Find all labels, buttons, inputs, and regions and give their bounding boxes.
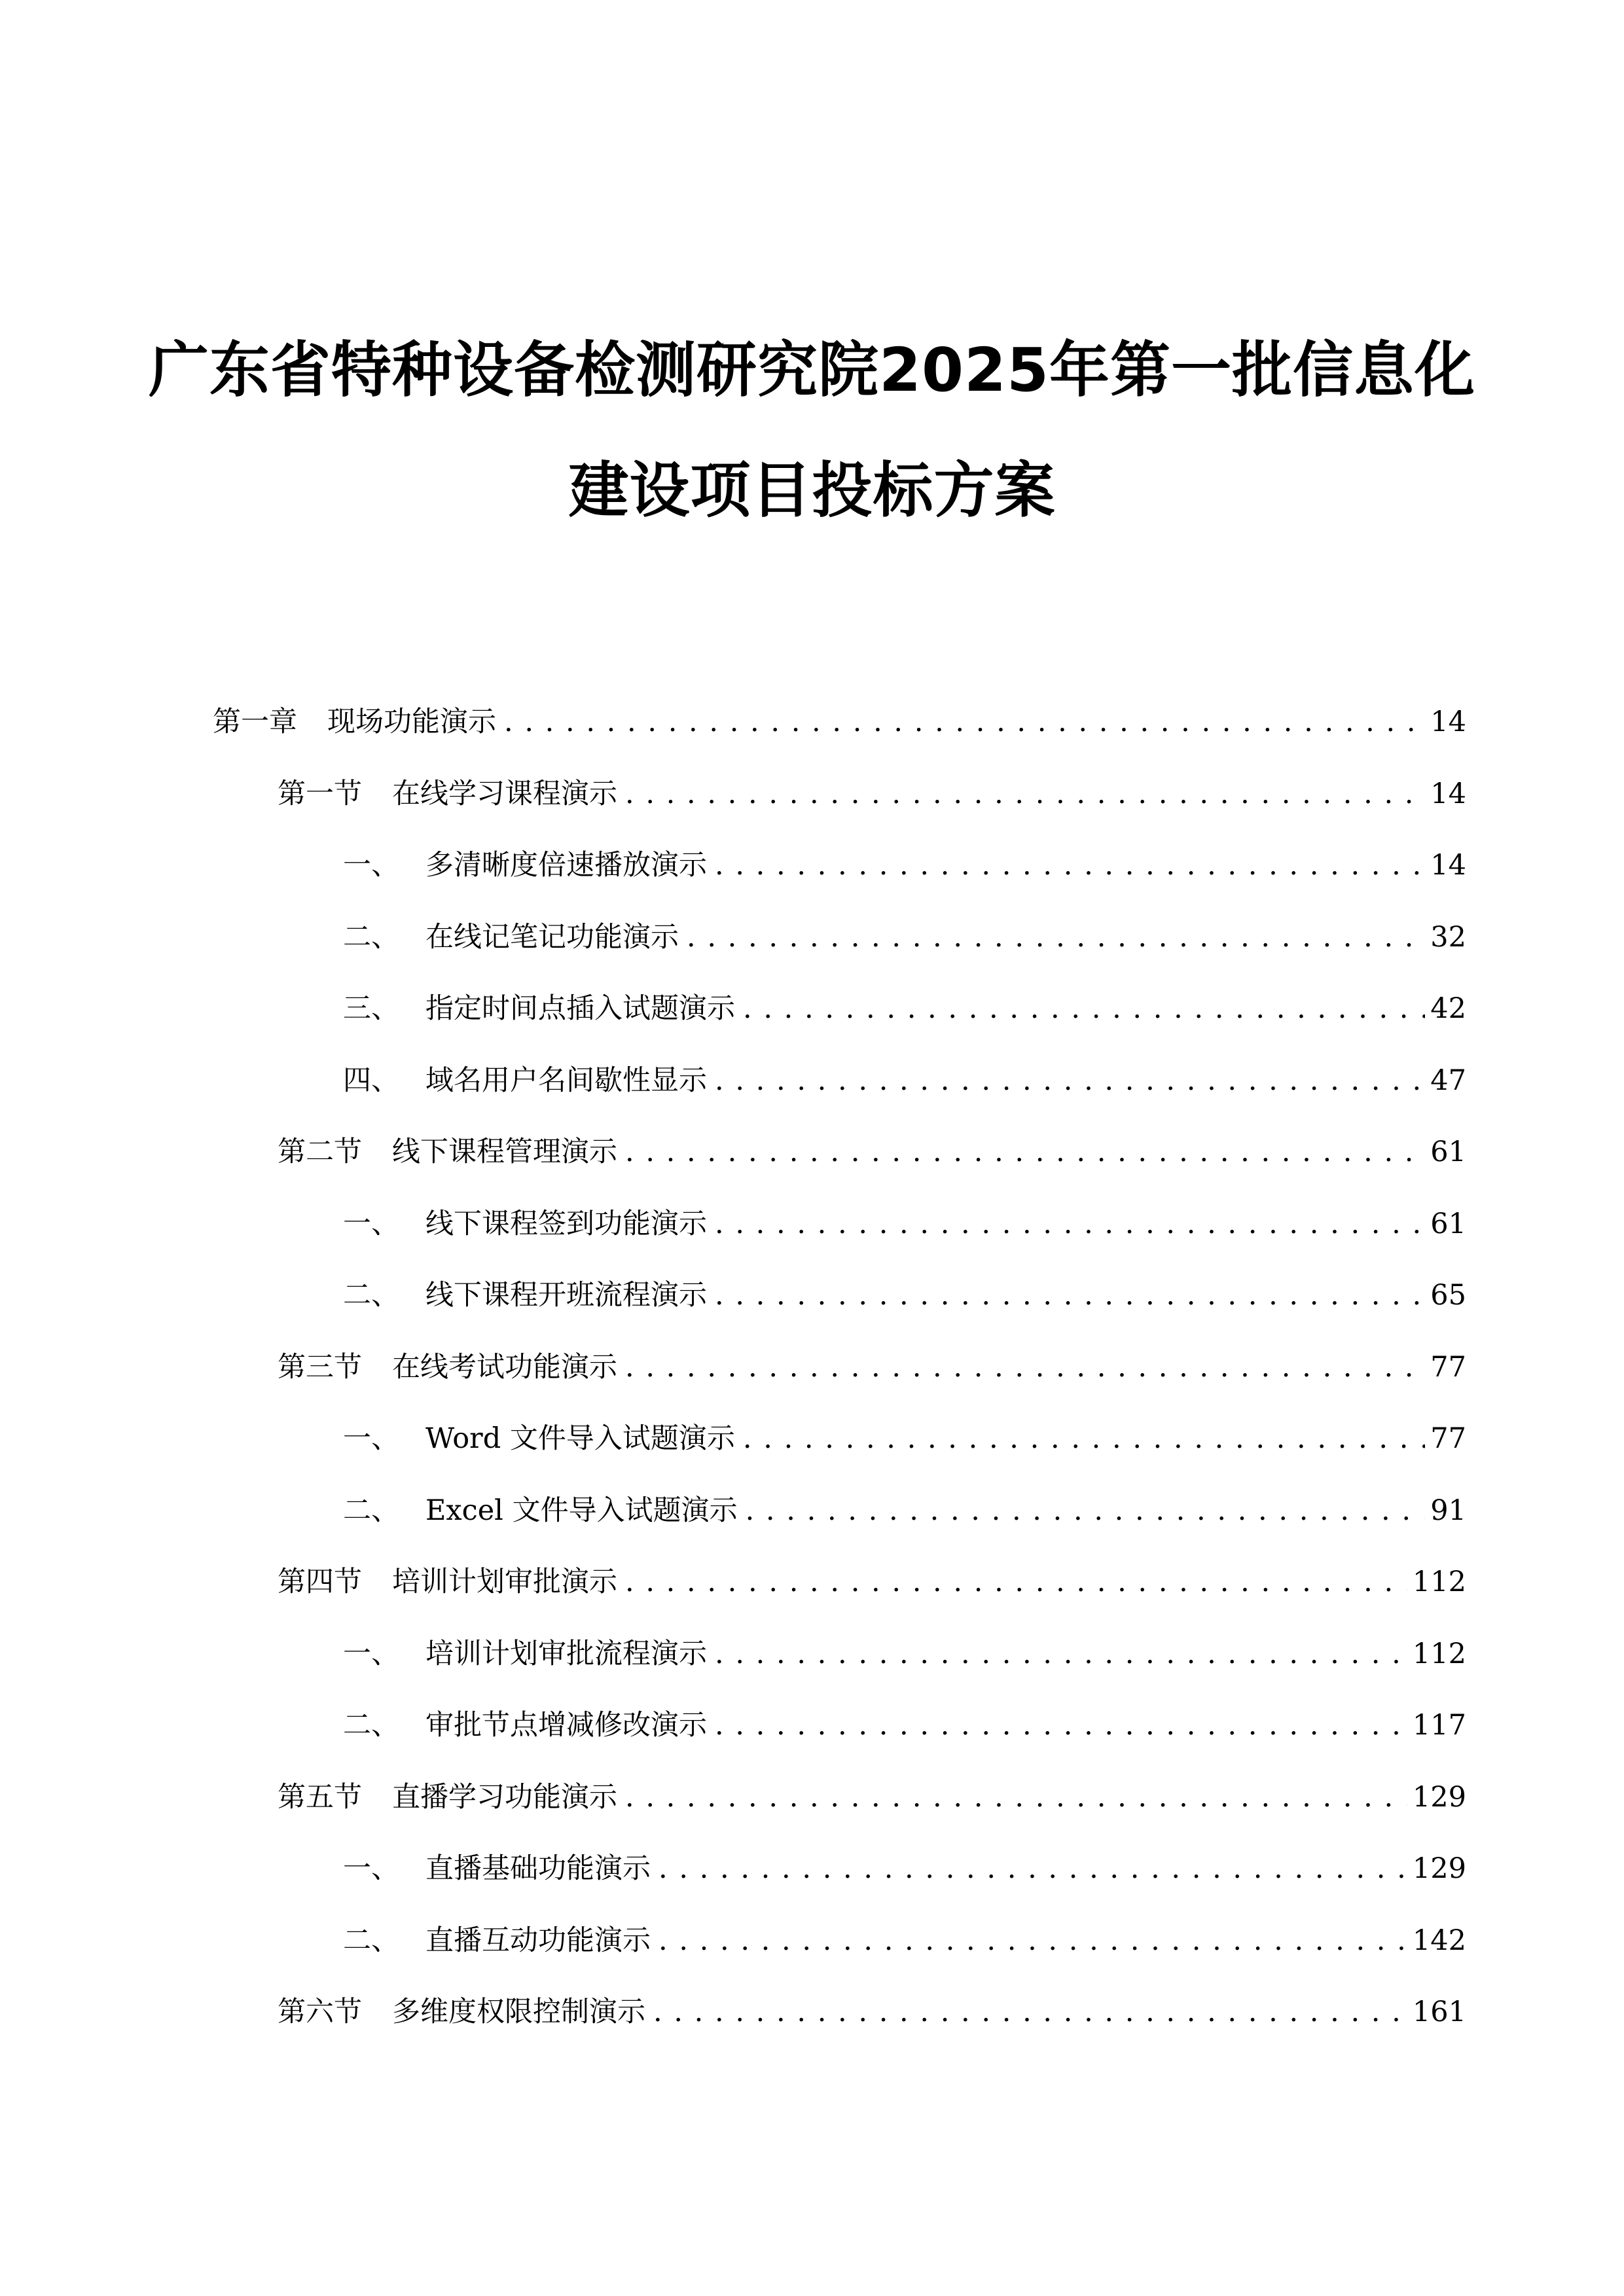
toc-entry-number: 一、	[343, 849, 399, 882]
toc-entry-number: 二、	[343, 1924, 399, 1957]
toc-leader-dots	[659, 1918, 1407, 1964]
toc-entry-number: 第四节	[278, 1566, 362, 1598]
toc-leader-dots	[625, 1344, 1425, 1390]
toc-entry-number: 一、	[343, 1207, 399, 1240]
toc-leader-dots	[715, 842, 1425, 888]
toc-page-number: 14	[1430, 849, 1466, 882]
toc-entry[interactable]	[278, 1989, 1466, 2035]
toc-leader-dots	[625, 1129, 1425, 1175]
toc-page-number: 47	[1430, 1064, 1466, 1097]
toc-page-number: 129	[1412, 1852, 1466, 1885]
toc-page-number: 129	[1412, 1780, 1466, 1814]
toc-entry[interactable]	[343, 914, 1466, 960]
toc-leader-dots	[687, 914, 1425, 960]
toc-leader-dots	[659, 1846, 1407, 1892]
toc-entry-number: 第一节	[278, 777, 362, 810]
toc-entry-number: 二、	[343, 1494, 399, 1527]
toc-entry-title: 多清晰度倍速播放演示	[425, 849, 707, 882]
toc-entry-title: 培训计划审批流程演示	[425, 1637, 707, 1670]
toc-entry-label	[343, 1416, 735, 1462]
toc-entry-title: 在线考试功能演示	[392, 1350, 617, 1384]
toc-entry[interactable]	[278, 1559, 1466, 1605]
toc-leader-dots	[715, 1058, 1425, 1103]
toc-page-number: 117	[1412, 1709, 1466, 1742]
toc-entry[interactable]	[343, 1416, 1466, 1462]
toc-entry-number: 一、	[343, 1422, 399, 1455]
toc-entry[interactable]	[343, 1631, 1466, 1677]
toc-entry-number: 第一章	[213, 706, 297, 738]
toc-page-number: 32	[1430, 920, 1466, 954]
toc-entry[interactable]	[278, 771, 1466, 817]
toc-page-number: 112	[1412, 1566, 1466, 1598]
toc-entry-label	[278, 1989, 645, 2035]
toc-entry-title: 多维度权限控制演示	[392, 1996, 645, 2028]
toc-entry-number: 三、	[343, 992, 399, 1025]
toc-entry[interactable]	[343, 1918, 1466, 1964]
toc-page-number: 42	[1430, 992, 1466, 1025]
toc-entry-label	[213, 699, 496, 745]
toc-leader-dots	[504, 699, 1425, 745]
toc-page-number: 77	[1430, 1350, 1466, 1384]
toc-entry-number: 二、	[343, 920, 399, 954]
toc-entry-title: 现场功能演示	[327, 706, 496, 738]
toc-leader-dots	[746, 1488, 1426, 1534]
toc-leader-dots	[625, 771, 1425, 817]
toc-entry[interactable]	[278, 1344, 1466, 1390]
toc-entry-label	[278, 1344, 617, 1390]
document-title-line-2: 建设项目投标方案	[568, 456, 1056, 526]
toc-page-number: 161	[1412, 1996, 1466, 2028]
toc-entry-number: 一、	[343, 1852, 399, 1885]
toc-entry[interactable]	[278, 1774, 1466, 1820]
toc-entry[interactable]	[343, 1846, 1466, 1892]
toc-entry-label	[343, 842, 707, 888]
toc-entry-title: 培训计划审批演示	[392, 1566, 617, 1598]
toc-leader-dots	[743, 986, 1425, 1031]
toc-entry[interactable]	[278, 1129, 1466, 1175]
toc-entry-label	[343, 1272, 707, 1318]
toc-entry-label	[278, 1774, 617, 1820]
toc-entry-number: 第六节	[278, 1996, 362, 2028]
toc-entry-label	[343, 1201, 707, 1247]
toc-entry-label	[343, 1702, 707, 1748]
toc-page-number: 61	[1430, 1207, 1466, 1240]
toc-page-number: 91	[1430, 1494, 1466, 1527]
toc-page-number: 65	[1430, 1279, 1466, 1312]
toc-entry[interactable]	[343, 1201, 1466, 1247]
toc-entry-title: 线下课程开班流程演示	[425, 1279, 707, 1312]
toc-entry[interactable]	[343, 986, 1466, 1031]
toc-entry[interactable]	[343, 1702, 1466, 1748]
toc-entry-label	[278, 1129, 617, 1175]
toc-entry-title: 直播基础功能演示	[425, 1852, 651, 1885]
toc-leader-dots	[625, 1559, 1407, 1605]
toc-entry-title: 线下课程管理演示	[392, 1136, 617, 1168]
toc-leader-dots	[715, 1631, 1407, 1677]
toc-page-number: 61	[1430, 1136, 1466, 1168]
toc-page-number: 77	[1430, 1422, 1466, 1455]
toc-entry-label	[343, 1488, 738, 1534]
toc-entry-label	[343, 914, 679, 960]
toc-entry[interactable]	[343, 842, 1466, 888]
toc-page-number: 142	[1412, 1924, 1466, 1957]
toc-entry-title: Word 文件导入试题演示	[425, 1422, 735, 1455]
toc-entry-label	[343, 1918, 651, 1964]
toc-entry-title: 指定时间点插入试题演示	[425, 992, 735, 1025]
toc-entry[interactable]	[213, 699, 1466, 745]
toc-entry-number: 第三节	[278, 1350, 362, 1384]
toc-entry-number: 二、	[343, 1279, 399, 1312]
toc-leader-dots	[715, 1272, 1425, 1318]
toc-entry-label	[343, 1631, 707, 1677]
toc-entry-number: 第五节	[278, 1780, 362, 1814]
toc-entry-number: 一、	[343, 1637, 399, 1670]
toc-entry-label	[343, 986, 735, 1031]
toc-entry-number: 第二节	[278, 1136, 362, 1168]
toc-leader-dots	[715, 1702, 1407, 1748]
toc-entry-title: 直播学习功能演示	[392, 1780, 617, 1814]
toc-page-number: 14	[1430, 777, 1466, 810]
toc-entry-label	[278, 771, 617, 817]
toc-leader-dots	[653, 1989, 1407, 2035]
toc-entry-label	[343, 1846, 651, 1892]
toc-leader-dots	[715, 1201, 1425, 1247]
toc-entry-title: 直播互动功能演示	[425, 1924, 651, 1957]
toc-entry[interactable]	[343, 1272, 1466, 1318]
toc-entry-title: 在线学习课程演示	[392, 777, 617, 810]
toc-entry-title: 域名用户名间歇性显示	[425, 1064, 707, 1097]
toc-entry[interactable]	[343, 1058, 1466, 1103]
toc-entry-number: 二、	[343, 1709, 399, 1742]
document-title-line-1: 广东省特种设备检测研究院2025年第一批信息化	[148, 335, 1476, 405]
toc-entry-title: Excel 文件导入试题演示	[425, 1494, 738, 1527]
toc-entry[interactable]	[343, 1488, 1466, 1534]
toc-entry-title: 线下课程签到功能演示	[425, 1207, 707, 1240]
toc-page-number: 112	[1412, 1637, 1466, 1670]
toc-leader-dots	[743, 1416, 1425, 1462]
toc-entry-label	[343, 1058, 707, 1103]
toc-entry-title: 在线记笔记功能演示	[425, 920, 679, 954]
toc-leader-dots	[625, 1774, 1407, 1820]
toc-entry-number: 四、	[343, 1064, 399, 1097]
toc-entry-label	[278, 1559, 617, 1605]
toc-page-number: 14	[1430, 706, 1466, 738]
toc-entry-title: 审批节点增减修改演示	[425, 1709, 707, 1742]
